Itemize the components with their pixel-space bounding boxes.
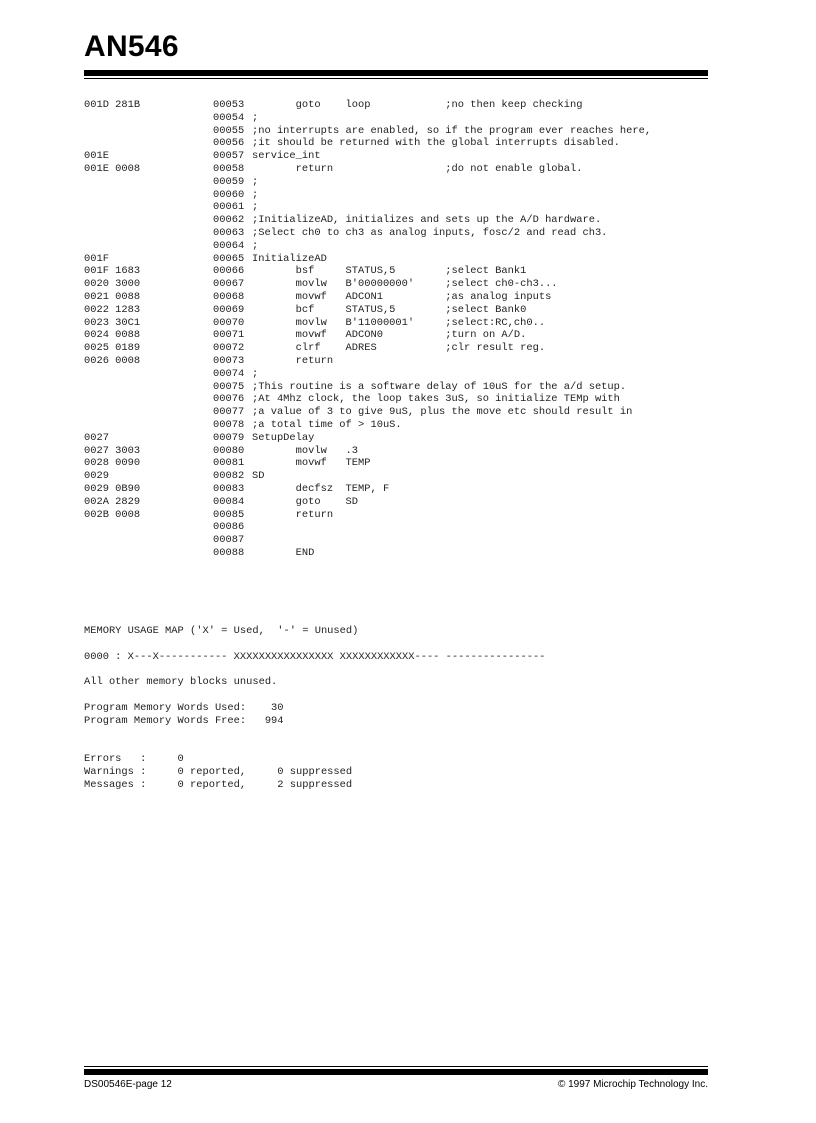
program-memory-free: Program Memory Words Free: 994 xyxy=(84,714,284,727)
listing-address: 001E xyxy=(84,150,109,163)
listing-source: ; xyxy=(252,175,259,188)
listing-line-number: 00081 xyxy=(213,457,245,470)
listing-line-number: 00072 xyxy=(213,342,245,355)
listing-address: 0028 0090 xyxy=(84,457,141,470)
listing-line-number: 00058 xyxy=(213,162,245,175)
listing-line-number: 00063 xyxy=(213,226,245,239)
listing-source: bsf STATUS,5 ;select Bank1 xyxy=(252,265,527,278)
listing-source: ; xyxy=(252,367,259,380)
listing-source: return ;do not enable global. xyxy=(252,162,583,175)
listing-address: 001F xyxy=(84,252,109,265)
listing-line-number: 00074 xyxy=(213,367,245,380)
errors-summary: Errors : 0 xyxy=(84,752,184,765)
listing-source: ;InitializeAD, initializes and sets up the A/D hardware. xyxy=(252,214,602,227)
listing-line-number: 00059 xyxy=(213,175,245,188)
listing-line xyxy=(84,342,714,355)
memory-map-heading: MEMORY USAGE MAP ('X' = Used, '-' = Unused) xyxy=(84,625,359,637)
listing-line-number: 00069 xyxy=(213,303,245,316)
copyright-notice: © 1997 Microchip Technology Inc. xyxy=(557,1079,708,1090)
listing-line xyxy=(84,291,714,304)
listing-address: 0022 1283 xyxy=(84,303,141,316)
listing-source: ;a total time of > 10uS. xyxy=(252,418,402,431)
listing-line xyxy=(84,457,714,470)
listing-line xyxy=(84,483,714,496)
listing-line xyxy=(84,201,714,214)
listing-line xyxy=(84,317,714,330)
listing-source: ; xyxy=(252,188,259,201)
listing-line xyxy=(84,419,714,432)
listing-source: movwf TEMP xyxy=(252,457,371,470)
listing-line-number: 00076 xyxy=(213,393,245,406)
listing-source: ;it should be returned with the global interrupts disabled. xyxy=(252,137,620,150)
listing-line xyxy=(84,393,714,406)
footer-rule-thin xyxy=(84,1066,708,1067)
listing-line xyxy=(84,150,714,163)
listing-address: 0027 3003 xyxy=(84,444,141,457)
listing-address: 0029 0B90 xyxy=(84,482,141,495)
listing-line-number: 00086 xyxy=(213,521,245,534)
document-page-number: DS00546E-page 12 xyxy=(84,1079,172,1090)
listing-source: SetupDelay xyxy=(252,431,315,444)
listing-line xyxy=(84,112,714,125)
listing-address: 0023 30C1 xyxy=(84,316,141,329)
listing-source: clrf ADRES ;clr result reg. xyxy=(252,342,546,355)
assembly-listing xyxy=(84,99,714,560)
page-title: AN546 xyxy=(84,30,179,63)
listing-line xyxy=(84,445,714,458)
listing-source: decfsz TEMP, F xyxy=(252,482,390,495)
listing-source: movlw B'11000001' ;select:RC,ch0.. xyxy=(252,316,546,329)
listing-line-number: 00077 xyxy=(213,406,245,419)
listing-line-number: 00085 xyxy=(213,508,245,521)
listing-line xyxy=(84,163,714,176)
listing-source: InitializeAD xyxy=(252,252,327,265)
messages-summary: Messages : 0 reported, 2 suppressed xyxy=(84,778,353,791)
listing-source: movwf ADCON0 ;turn on A/D. xyxy=(252,329,527,342)
listing-source: ; xyxy=(252,239,259,252)
listing-source: movlw B'00000000' ;select ch0-ch3... xyxy=(252,278,558,291)
listing-line-number: 00062 xyxy=(213,214,245,227)
listing-source: SD xyxy=(252,470,265,483)
listing-address: 0021 0088 xyxy=(84,290,141,303)
listing-source: service_int xyxy=(252,150,321,163)
listing-line xyxy=(84,137,714,150)
listing-source: movlw .3 xyxy=(252,444,359,457)
listing-line xyxy=(84,176,714,189)
listing-source: goto loop ;no then keep checking xyxy=(252,99,583,111)
listing-line-number: 00061 xyxy=(213,201,245,214)
listing-line-number: 00088 xyxy=(213,546,245,559)
listing-line xyxy=(84,470,714,483)
listing-line xyxy=(84,432,714,445)
listing-line-number: 00054 xyxy=(213,111,245,124)
listing-line xyxy=(84,368,714,381)
listing-line-number: 00064 xyxy=(213,239,245,252)
listing-line-number: 00055 xyxy=(213,124,245,137)
listing-line-number: 00053 xyxy=(213,99,245,111)
program-memory-used: Program Memory Words Used: 30 xyxy=(84,701,284,714)
listing-source: bcf STATUS,5 ;select Bank0 xyxy=(252,303,527,316)
listing-line xyxy=(84,99,714,112)
header-rule-thick xyxy=(84,70,708,76)
listing-line xyxy=(84,253,714,266)
listing-line-number: 00066 xyxy=(213,265,245,278)
listing-line xyxy=(84,329,714,342)
listing-line-number: 00075 xyxy=(213,380,245,393)
listing-line-number: 00067 xyxy=(213,278,245,291)
listing-line xyxy=(84,227,714,240)
listing-line-number: 00073 xyxy=(213,354,245,367)
listing-source: ;Select ch0 to ch3 as analog inputs, fosc/2 and read ch3. xyxy=(252,226,608,239)
listing-line-number: 00065 xyxy=(213,252,245,265)
listing-address: 002A 2829 xyxy=(84,495,141,508)
listing-address: 001E 0008 xyxy=(84,162,141,175)
listing-address: 0027 xyxy=(84,431,109,444)
memory-map-note: All other memory blocks unused. xyxy=(84,676,278,689)
listing-line xyxy=(84,240,714,253)
listing-line xyxy=(84,355,714,368)
listing-line-number: 00082 xyxy=(213,470,245,483)
listing-source: END xyxy=(252,546,315,559)
listing-source: return xyxy=(252,354,334,367)
listing-line xyxy=(84,534,714,547)
listing-address: 001F 1683 xyxy=(84,265,141,278)
listing-line-number: 00071 xyxy=(213,329,245,342)
memory-map-row: 0000 : X---X----------- XXXXXXXXXXXXXXXX XXXXXXXXXXXX---- ---------------- xyxy=(84,650,546,663)
listing-line xyxy=(84,214,714,227)
listing-line-number: 00078 xyxy=(213,418,245,431)
listing-line xyxy=(84,125,714,138)
warnings-summary: Warnings : 0 reported, 0 suppressed xyxy=(84,765,353,778)
listing-source: ;This routine is a software delay of 10uS for the a/d setup. xyxy=(252,380,627,393)
listing-address: 0029 xyxy=(84,470,109,483)
memory-usage-map xyxy=(84,625,714,791)
listing-source: ;no interrupts are enabled, so if the program ever reaches here, xyxy=(252,124,652,137)
listing-line-number: 00070 xyxy=(213,316,245,329)
listing-address: 0026 0008 xyxy=(84,354,141,367)
listing-line xyxy=(84,496,714,509)
listing-line xyxy=(84,189,714,202)
listing-line xyxy=(84,547,714,560)
listing-source: ;At 4Mhz clock, the loop takes 3uS, so initialize TEMp with xyxy=(252,393,620,406)
listing-line-number: 00084 xyxy=(213,495,245,508)
listing-line xyxy=(84,521,714,534)
listing-line-number: 00056 xyxy=(213,137,245,150)
listing-line xyxy=(84,381,714,394)
listing-line xyxy=(84,278,714,291)
footer-rule-thick xyxy=(84,1069,708,1075)
listing-line xyxy=(84,406,714,419)
header-rule-thin xyxy=(84,78,708,79)
listing-source: ; xyxy=(252,111,259,124)
listing-line-number: 00060 xyxy=(213,188,245,201)
listing-line-number: 00083 xyxy=(213,482,245,495)
listing-address: 0024 0088 xyxy=(84,329,141,342)
listing-line xyxy=(84,304,714,317)
listing-line xyxy=(84,509,714,522)
listing-line-number: 00068 xyxy=(213,290,245,303)
listing-source: return xyxy=(252,508,334,521)
listing-source: movwf ADCON1 ;as analog inputs xyxy=(252,290,552,303)
listing-line-number: 00057 xyxy=(213,150,245,163)
listing-line xyxy=(84,265,714,278)
listing-address: 001D 281B xyxy=(84,99,141,111)
listing-address: 002B 0008 xyxy=(84,508,141,521)
listing-address: 0025 0189 xyxy=(84,342,141,355)
listing-line-number: 00079 xyxy=(213,431,245,444)
listing-line-number: 00080 xyxy=(213,444,245,457)
listing-source: ;a value of 3 to give 9uS, plus the move etc should result in xyxy=(252,406,633,419)
listing-address: 0020 3000 xyxy=(84,278,141,291)
listing-source: ; xyxy=(252,201,259,214)
listing-line-number: 00087 xyxy=(213,534,245,547)
listing-source: goto SD xyxy=(252,495,359,508)
